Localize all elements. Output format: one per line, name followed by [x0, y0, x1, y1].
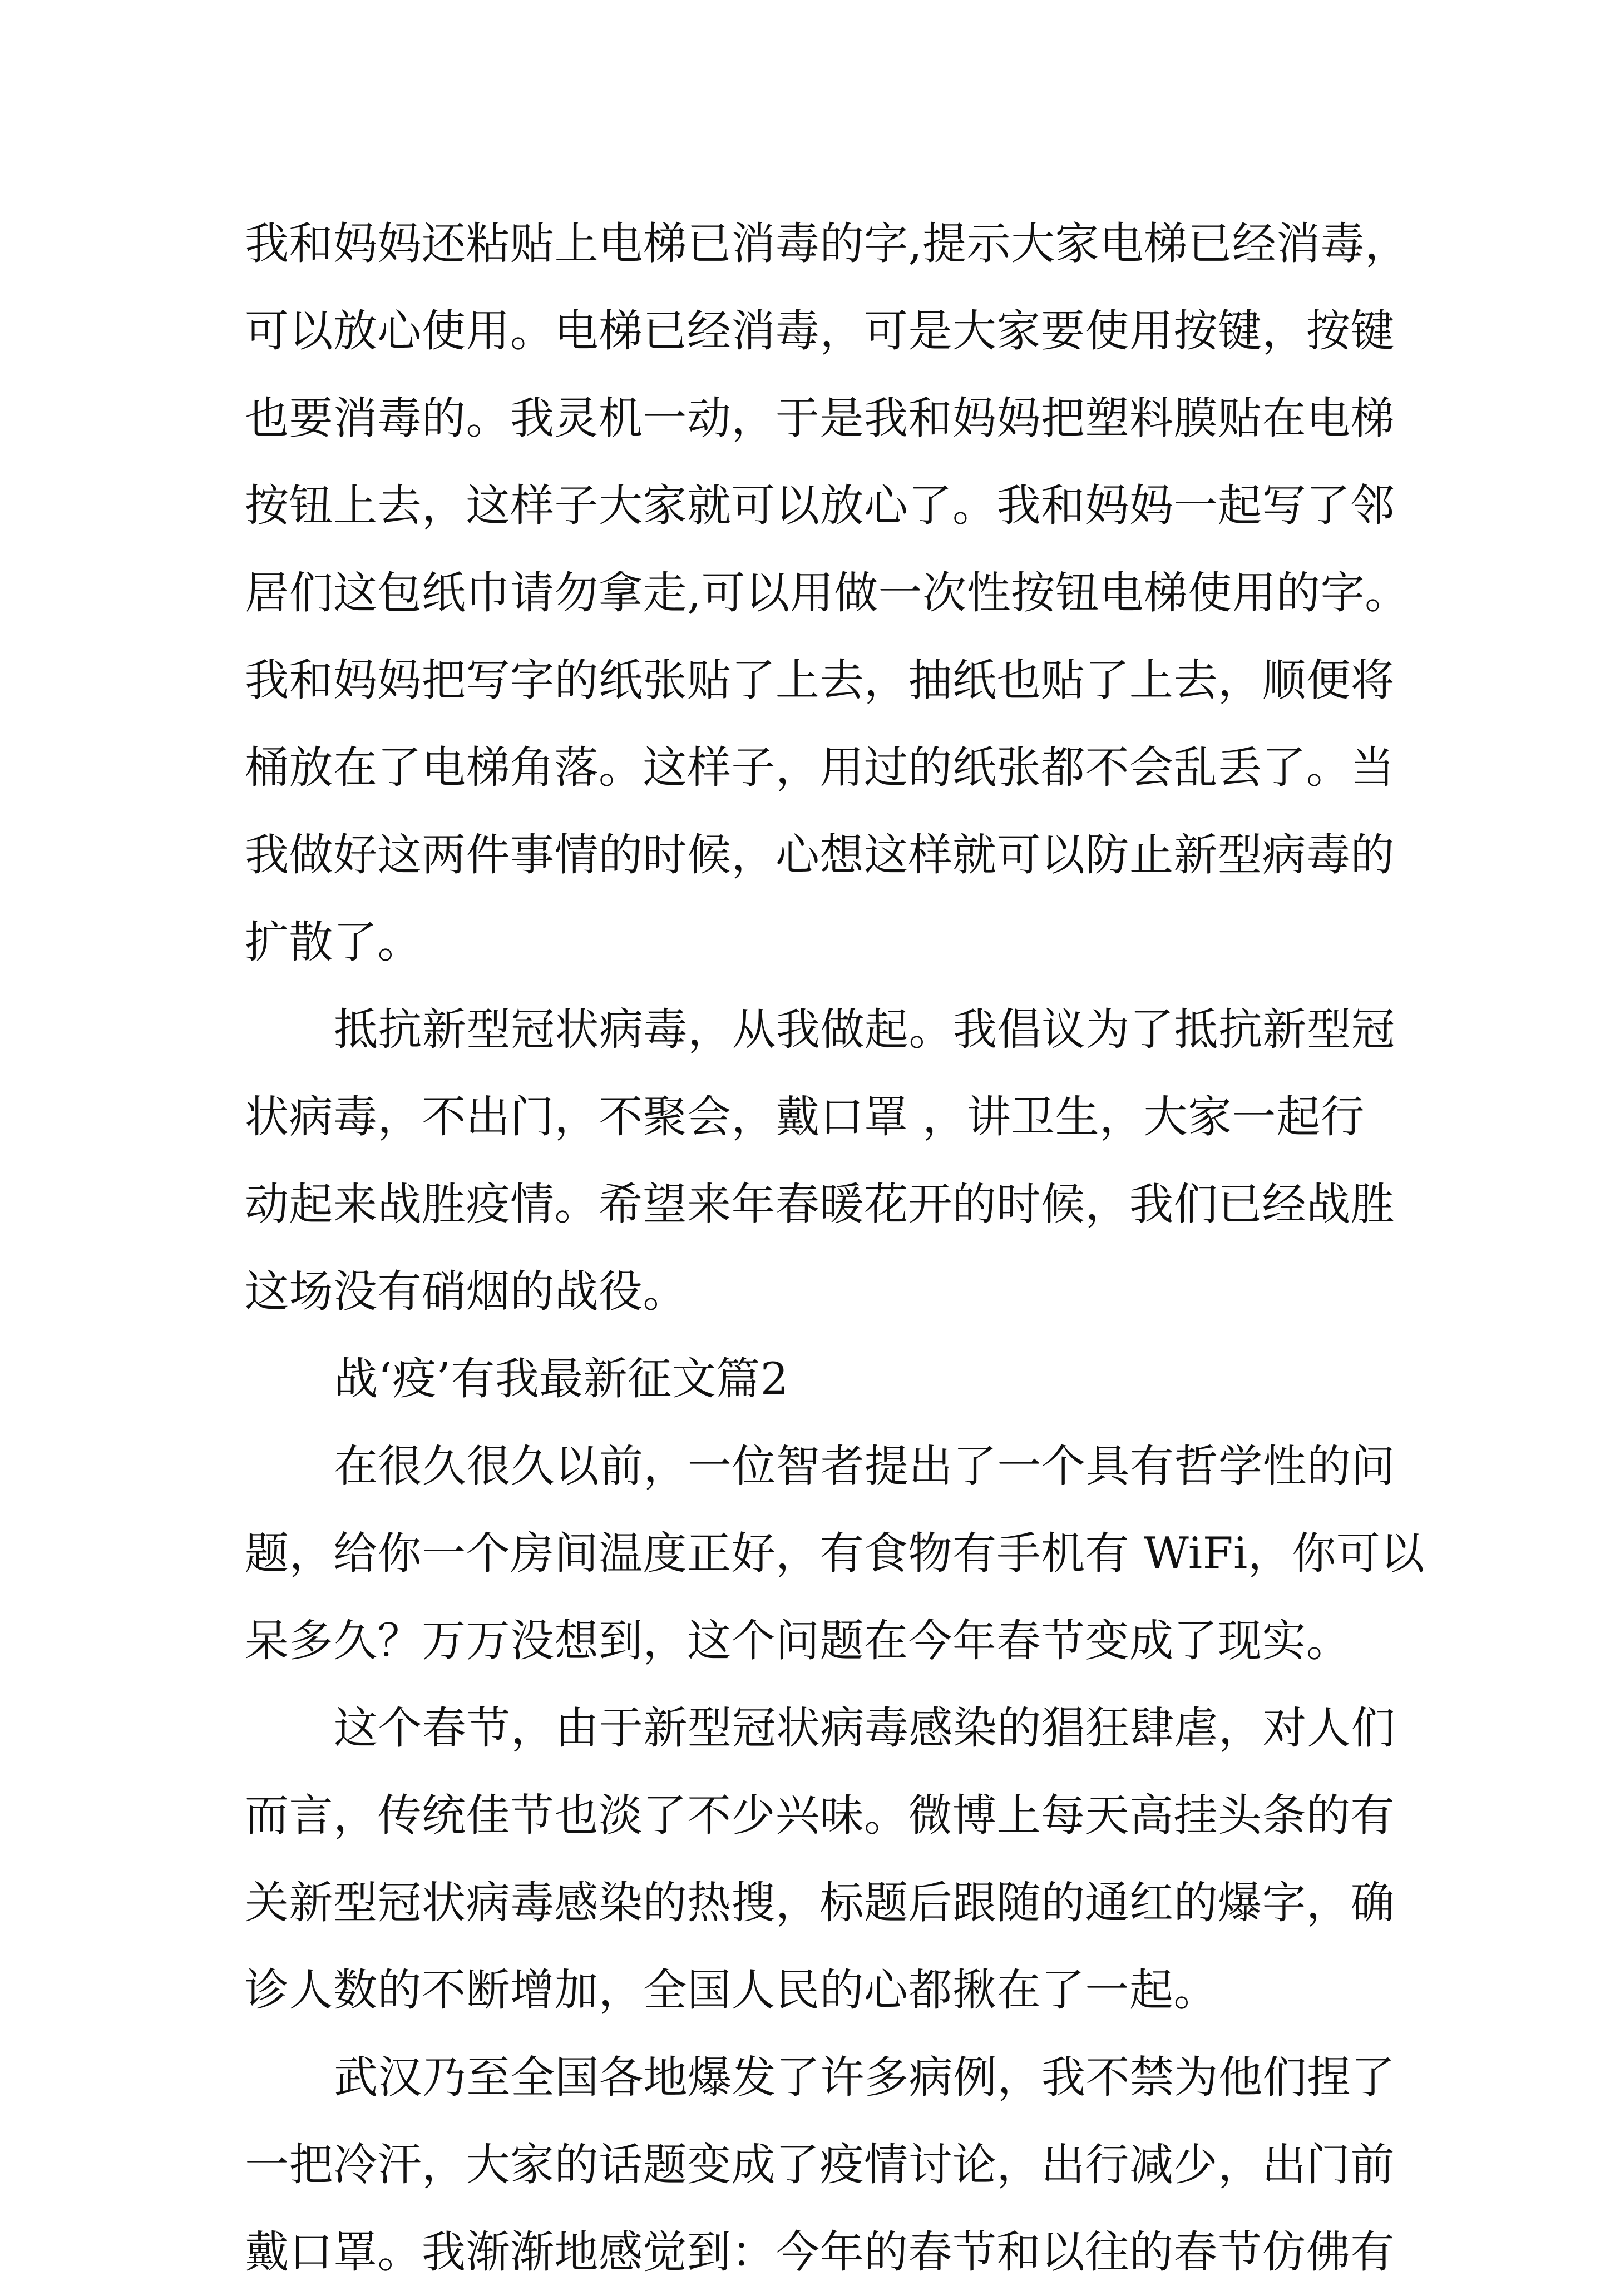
text-line: 在很久很久以前，一位智者提出了一个具有哲学性的问 [334, 1441, 1395, 1492]
text-line: 戴口罩。我渐渐地感觉到：今年的春节和以往的春节仿佛有 [245, 2226, 1395, 2278]
text-line: 这个春节，由于新型冠状病毒感染的猖狂肆虐，对人们 [334, 1703, 1395, 1754]
document-body [245, 200, 1491, 2296]
text-line: 动起来战胜疫情。希望来年春暖花开的时候，我们已经战胜 [245, 1179, 1395, 1230]
text-line: 按钮上去，这样子大家就可以放心了。我和妈妈一起写了邻 [245, 480, 1395, 531]
text-line: 武汉乃至全国各地爆发了许多病例，我不禁为他们捏了 [334, 2052, 1395, 2103]
text-line: 状病毒，不出门，不聚会，戴口罩 ，讲卫生，大家一起行 [245, 1091, 1365, 1142]
text-line: 呆多久？万万没想到，这个问题在今年春节变成了现实。 [245, 1615, 1351, 1666]
text-line: 桶放在了电梯角落。这样子，用过的纸张都不会乱丢了。当 [245, 742, 1395, 793]
text-line: 扩散了。 [245, 917, 422, 968]
text-line: 抵抗新型冠状病毒，从我做起。我倡议为了抵抗新型冠 [334, 1004, 1395, 1055]
text-line: 居们这包纸巾请勿拿走,可以用做一次性按钮电梯使用的字。 [245, 567, 1409, 618]
text-line: 诊人数的不断增加，全国人民的心都揪在了一起。 [245, 1965, 1218, 2016]
text-line: 也要消毒的。我灵机一动，于是我和妈妈把塑料膜贴在电梯 [245, 393, 1395, 444]
text-line: 关新型冠状病毒感染的热搜，标题后跟随的通红的爆字，确 [245, 1877, 1395, 1928]
text-line: 可以放心使用。电梯已经消毒，可是大家要使用按键，按键 [245, 305, 1395, 357]
text-line: 我和妈妈把写字的纸张贴了上去，抽纸也贴了上去，顺便将 [245, 655, 1395, 706]
text-line: 而言，传统佳节也淡了不少兴味。微博上每天高挂头条的有 [245, 1790, 1395, 1841]
text-line: 我做好这两件事情的时候，心想这样就可以防止新型病毒的 [245, 829, 1395, 880]
text-line: 题，给你一个房间温度正好，有食物有手机有 WiFi，你可以 [245, 1528, 1425, 1579]
text-line: 这场没有硝烟的战役。 [245, 1266, 687, 1317]
text-line: 我和妈妈还粘贴上电梯已消毒的字,提示大家电梯已经消毒， [245, 218, 1409, 269]
text-line: 一把冷汗，大家的话题变成了疫情讨论，出行减少，出门前 [245, 2139, 1395, 2190]
text-line: 战‘疫’有我最新征文篇2 [334, 1353, 789, 1404]
